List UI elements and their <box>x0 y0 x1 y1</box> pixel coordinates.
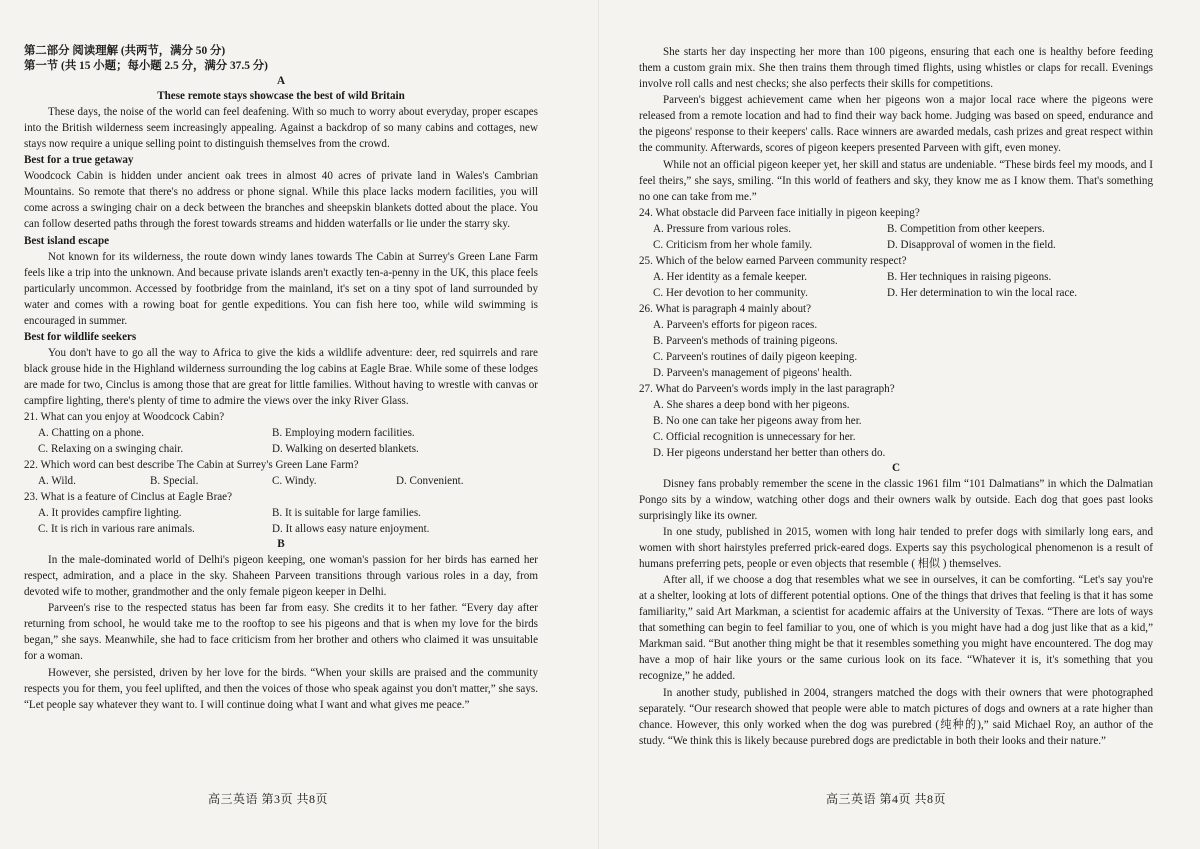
passage-paragraph: She starts her day inspecting her more than 100 pigeons, ensuring that each one is healthy before feeding them a custom grain mix. She then trains them through timed flights, using whistles or claps for recall. Evenings involve roll calls and nest checks; she also perfects their skills for competitions. <box>639 46 1153 90</box>
option: D. Her pigeons understand her better than others do. <box>653 446 886 459</box>
option: A. She shares a deep bond with her pigeons. <box>653 398 850 411</box>
passage-paragraph: Woodcock Cabin is hidden under ancient oak trees in almost 40 acres of private land in Wales's Cambrian Mountains. So remote that there's no address or phone signal. While this place lacks modern facilities, you will come across a swinging chair on a deck between the branches and sheepskin blankets dotted about the place. You can follow deserted paths through the forest towards streams and hidden waterfalls or lie under the starry sky. <box>24 170 538 231</box>
passage-paragraph: In another study, published in 2004, strangers matched the dogs with their owners that were photographed separately. “Our research showed that people were able to match pictures of dogs and owners at a rate higher than chance. However, this only worked when the dog was purebred (纯种的),” said Michael Roy, an author of the study. “We think this is likely because purebred dogs are predictable in both their looks and their nature.” <box>639 686 1153 747</box>
option: B. Her techniques in raising pigeons. <box>887 270 1052 283</box>
option: D. Disapproval of women in the field. <box>887 238 1056 251</box>
question-22-options <box>24 473 538 489</box>
option: B. No one can take her pigeons away from her. <box>653 414 862 427</box>
page-3-footer: 高三英语 第3页 共8页 <box>208 792 329 806</box>
passage-paragraph: However, she persisted, driven by her love for the birds. “When your skills are praised and the community respects you for them, you feel uplifted, and then the voices of those who speak against you don't matter,” she says. “Let people say whatever they want to. I will continue doing what I want and what gives me peace.” <box>24 666 538 711</box>
option: D. It allows easy nature enjoyment. <box>272 523 430 536</box>
passage-paragraph: Parveen's rise to the respected status has been far from easy. She credits it to her father. “Every day after returning from school, he would take me to the rooftop to see his pigeons and that is when my love for the birds began,” she says. Meanwhile, she had to face criticism from her brother and others who claimed it was unsuitable for a woman. <box>24 602 538 663</box>
passage-paragraph: In the male-dominated world of Delhi's pigeon keeping, one woman's passion for her birds has earned her respect, admiration, and a place in the sky. Shaheen Parveen transitions through various roles in a day, from devoted wife to mother, grandmother and the only female pigeon keeper in Delhi. <box>24 554 538 599</box>
question-24: 24. What obstacle did Parveen face initially in pigeon keeping? <box>639 206 920 219</box>
passage-paragraph: These days, the noise of the world can feel deafening. With so much to worry about everyday, proper escapes into the British wilderness seem increasingly appealing. Against a backdrop of so many cabins and cottages, new stays now require a unique selling point to distinguish themselves from the crowd. <box>24 106 538 150</box>
option: C. It is rich in various rare animals. <box>38 523 195 536</box>
question-22: 22. Which word can best describe The Cabin at Surrey's Green Lane Farm? <box>24 459 359 472</box>
passage-paragraph: After all, if we choose a dog that resembles what we see in ourselves, it can be comforting. “Let's say you're at a shelter, looking at lots of different potential options. One of the things that drives that feeling is that it has some familiarity,” said Art Markman, a scientist for academic affairs at the University of Texas. “There are lots of ways that something can begin to feel familiar to you, one of which is you might have had a dog just like that as a kid,” Markman said. “But another thing might be that it resembles something you might have encountered. The dog may have a mop of hair like yours or the same curious look on its face. “Whatever it is, it's something that you recognize,” he added. <box>639 574 1153 683</box>
option: B. It is suitable for large families. <box>272 507 421 520</box>
question-25: 25. Which of the below earned Parveen community respect? <box>639 254 907 267</box>
page-4-footer: 高三英语 第4页 共8页 <box>826 792 947 806</box>
passage-paragraph: While not an official pigeon keeper yet, her skill and status are undeniable. “These birds feel my moods, and I feel theirs,” she says, smiling. “In this world of feathers and sky, they know me as I know them. That's something no one can take from me.” <box>639 158 1153 203</box>
option: A. It provides campfire lighting. <box>38 507 182 520</box>
page-4-column <box>639 44 1153 749</box>
page-3-column <box>24 44 538 713</box>
option: C. Criticism from her whole family. <box>653 238 813 251</box>
option: B. Competition from other keepers. <box>887 222 1045 235</box>
question-26-options <box>639 317 1153 381</box>
question-27: 27. What do Parveen's words imply in the last paragraph? <box>639 382 895 395</box>
passage-paragraph: Parveen's biggest achievement came when her pigeons won a major local race where the pigeons were released from a remote location and had to find their way back home. Judging was based on speed, endurance and the pigeons' response to their keepers' calls. Race winners are awarded medals, cash prizes and great respect within the community. Afterwards, scores of pigeon keepers presented Parveen with gift, even money. <box>639 94 1153 155</box>
passage-paragraph: You don't have to go all the way to Africa to give the kids a wildlife adventure: deer, red squirrels and rare black grouse hide in the Highland wilderness surrounding the log cabins at Eagle Brae. While some of these lodges are made for two, Cinclus is among those that are great for little families. Without having to wrestle with canvas or campfire lighting, there's plenty of time to admire the views over the inky River Glass. <box>24 346 538 407</box>
option: C. Windy. <box>272 475 317 488</box>
option: D. Convenient. <box>396 475 464 488</box>
section-heading: 第一节 (共 15 小题；每小题 2.5 分，满分 37.5 分) <box>24 60 268 72</box>
passage-a-title: These remote stays showcase the best of wild Britain <box>157 90 405 102</box>
option: C. Relaxing on a swinging chair. <box>38 443 184 456</box>
option: C. Parveen's routines of daily pigeon keeping. <box>653 350 858 363</box>
passage-a-label: A <box>276 75 286 87</box>
subheading: Best for a true getaway <box>24 154 134 167</box>
passage-paragraph: In one study, published in 2015, women with long hair tended to prefer dogs with similarly long ears, and women with short hairstyles preferred prick-eared dogs. Experts say this psychological phenomenon is a result of humans preferring pets, people or even objects that resemble ( 相似 ) themselves. <box>639 526 1153 571</box>
option: B. Employing modern facilities. <box>272 427 415 440</box>
question-26: 26. What is paragraph 4 mainly about? <box>639 302 812 315</box>
subheading: Best island escape <box>24 234 110 247</box>
passage-paragraph: Disney fans probably remember the scene in the classic 1961 film “101 Dalmatians” in which the Dalmatian Pongo sits by a window, watching other dogs and their owners walk by outside. Each dog that goes past looks surprisingly like its owner. <box>639 477 1153 522</box>
passage-paragraph: Not known for its wilderness, the route down windy lanes towards The Cabin at Surrey's Green Lane Farm feels like a trip into the unknown. And because private islands aren't exactly ten-a-penny in the UK, this place feels particularly uncommon. Accessed by footbridge from the mainland, it's set on a tiny spot of land surrounded by water and comes with a rowing boat for gentle expeditions. You can fish here too, while wild swimming is encouraged in summer. <box>24 250 538 327</box>
question-25-options <box>639 269 1153 301</box>
question-21-options <box>24 425 538 457</box>
option: A. Chatting on a phone. <box>38 427 144 440</box>
question-23-options <box>24 505 538 537</box>
option: D. Her determination to win the local race. <box>887 286 1078 299</box>
option: B. Parveen's methods of training pigeons. <box>653 334 838 347</box>
option: A. Her identity as a female keeper. <box>653 270 808 283</box>
page-divider <box>598 0 599 849</box>
subheading: Best for wildlife seekers <box>24 330 137 343</box>
option: D. Walking on deserted blankets. <box>272 443 419 456</box>
question-21: 21. What can you enjoy at Woodcock Cabin? <box>24 411 225 424</box>
question-23: 23. What is a feature of Cinclus at Eagle Brae? <box>24 491 233 504</box>
part-heading: 第二部分 阅读理解 (共两节，满分 50 分) <box>24 45 226 57</box>
option: A. Pressure from various roles. <box>653 222 792 235</box>
question-27-options <box>639 397 1153 461</box>
option: C. Her devotion to her community. <box>653 286 808 299</box>
option: A. Parveen's efforts for pigeon races. <box>653 318 818 331</box>
option: A. Wild. <box>38 475 76 488</box>
option: B. Special. <box>150 475 199 488</box>
passage-c-label: C <box>891 461 901 474</box>
question-24-options <box>639 221 1153 253</box>
passage-b-label: B <box>277 538 285 551</box>
option: D. Parveen's management of pigeons' health. <box>653 366 853 379</box>
option: C. Official recognition is unnecessary for her. <box>653 430 856 443</box>
